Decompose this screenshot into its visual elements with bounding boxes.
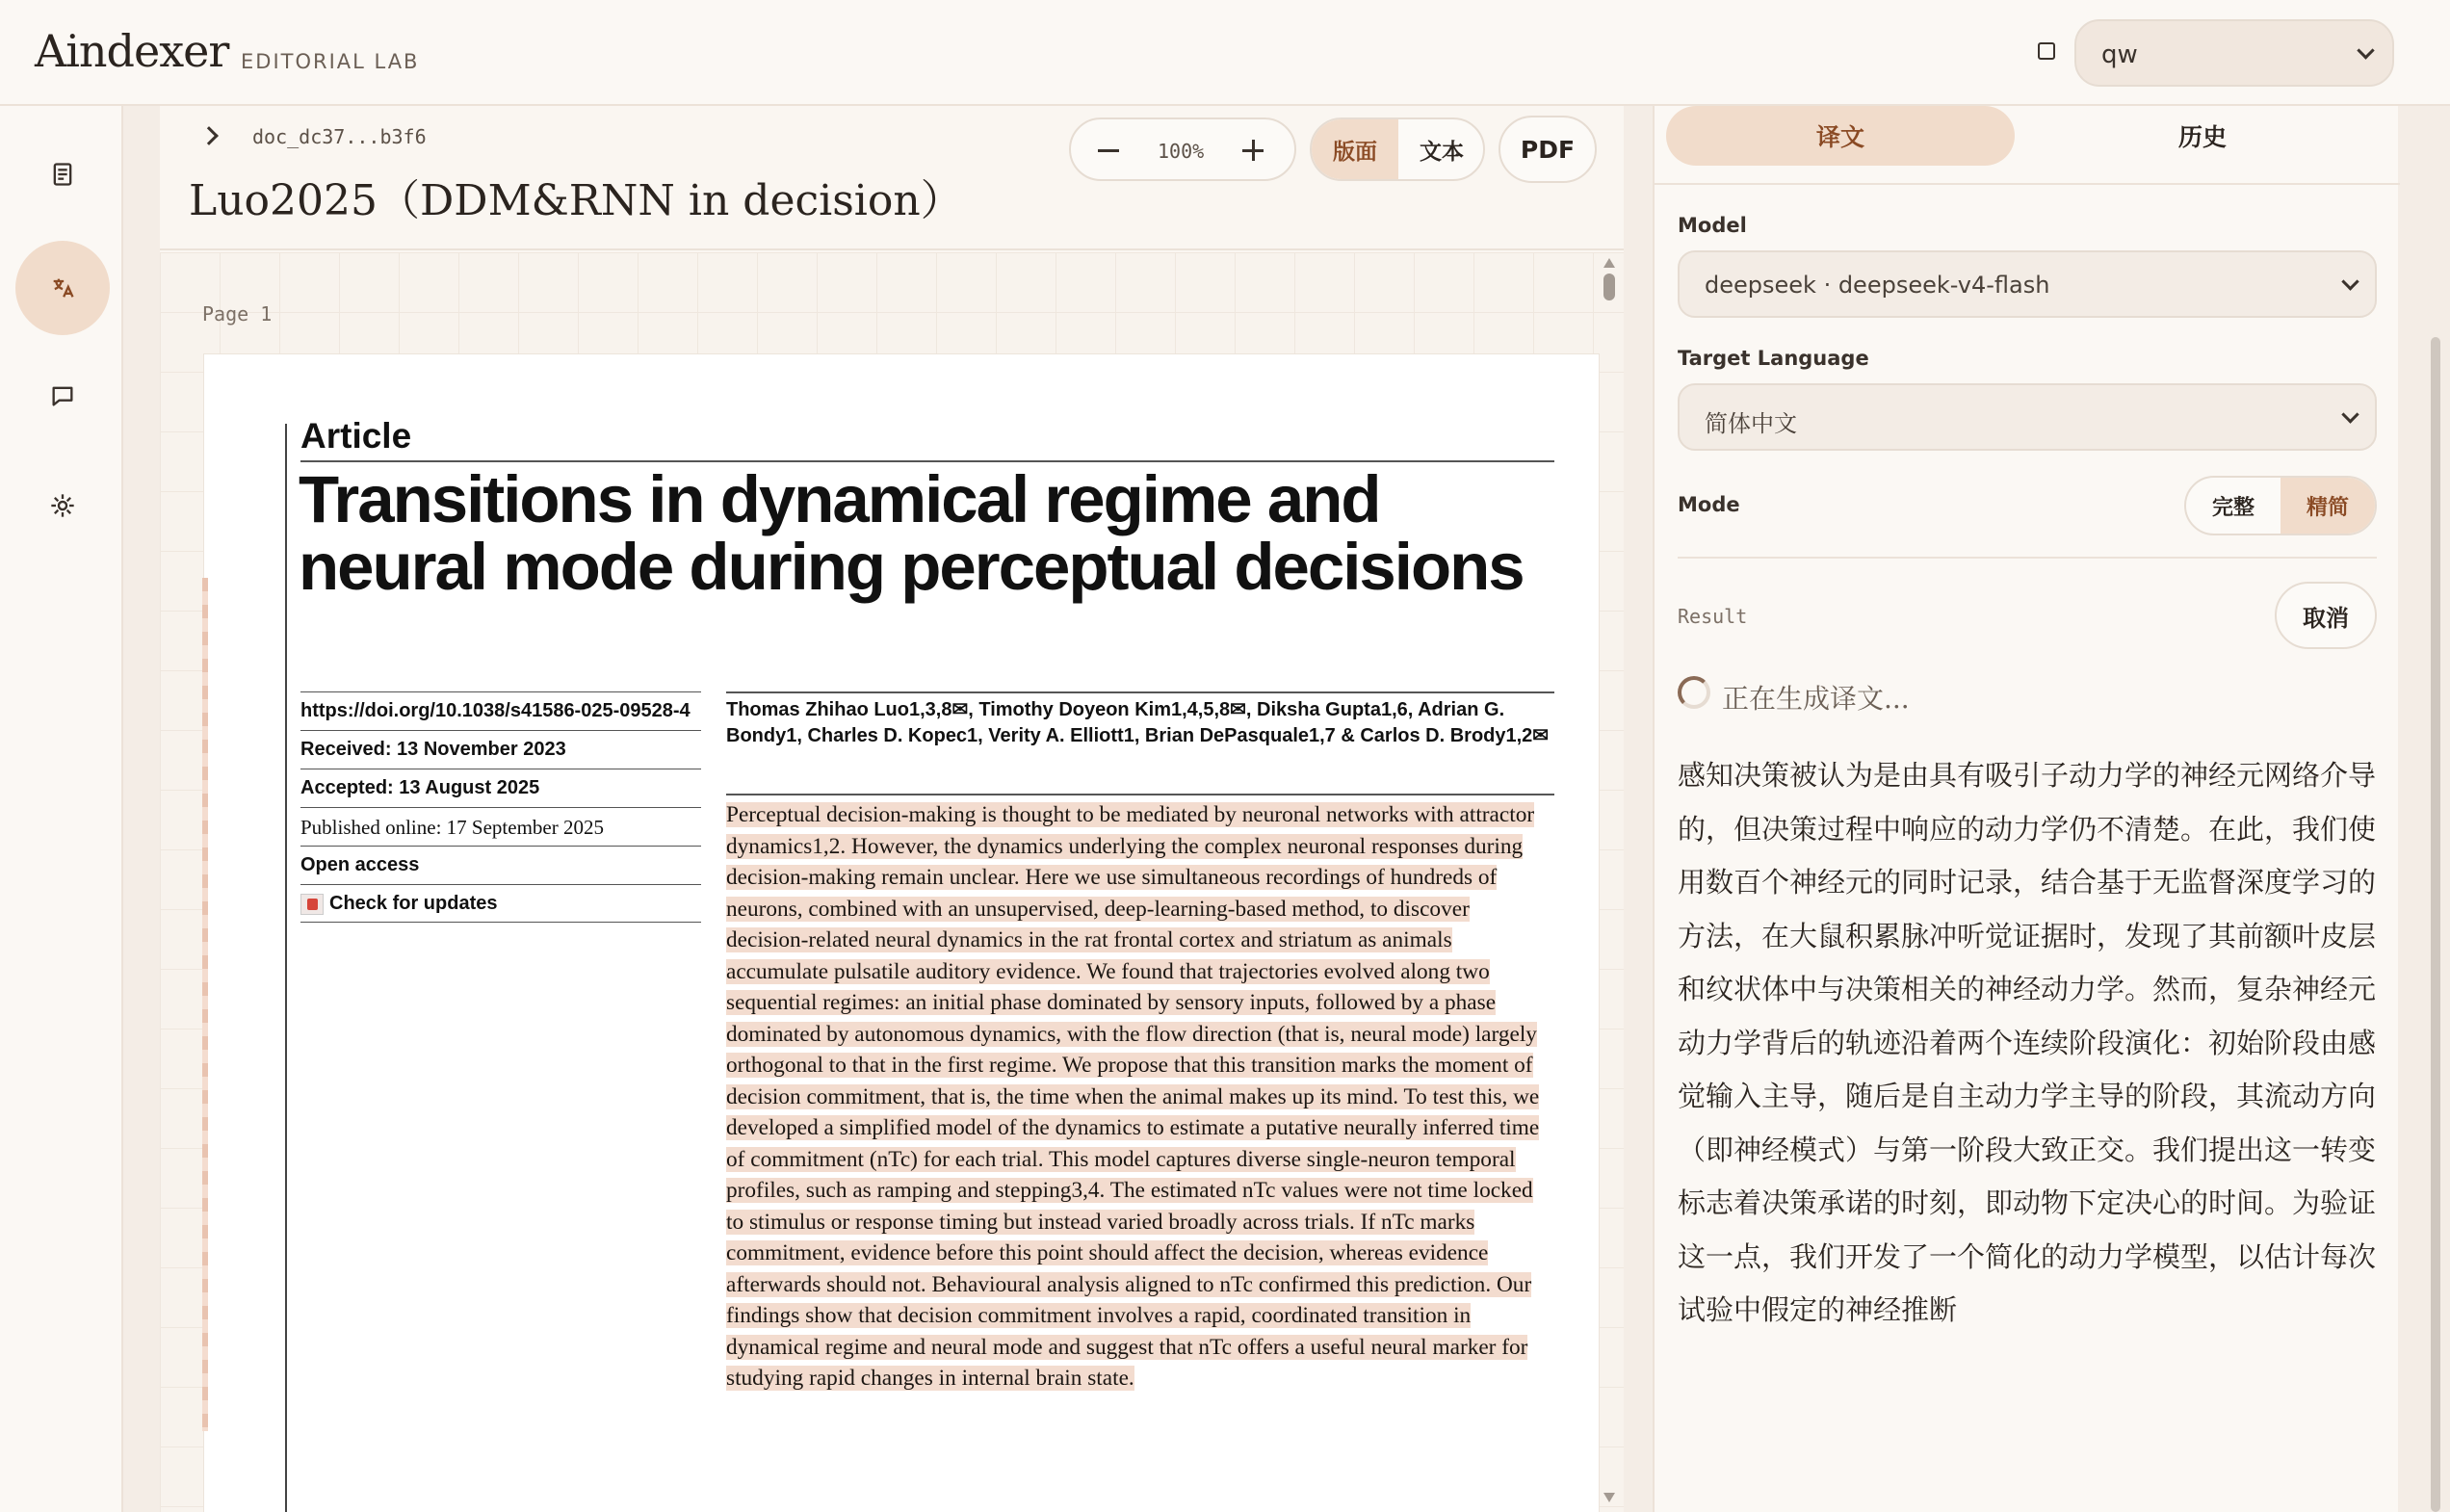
tab-history[interactable]: 历史 xyxy=(2177,123,2227,151)
chevron-down-icon xyxy=(2341,273,2359,290)
model-select-value: deepseek · deepseek-v4-flash xyxy=(1705,272,2050,299)
chevron-down-icon xyxy=(2341,405,2359,423)
mode-label: Mode xyxy=(1678,493,1740,516)
selection-marker xyxy=(202,578,208,1431)
loading-spinner-icon xyxy=(1678,676,1710,709)
left-rail xyxy=(0,106,123,1512)
document-header xyxy=(160,106,1624,250)
translate-icon xyxy=(49,274,76,301)
target-language-value: 简体中文 xyxy=(1705,410,1797,437)
received-date: Received: 13 November 2023 xyxy=(300,730,701,769)
document-icon xyxy=(49,161,76,188)
document-panel xyxy=(160,106,1624,1512)
pdf-page xyxy=(204,354,1599,1512)
model-label: Model xyxy=(1678,214,1747,237)
settings-icon xyxy=(49,492,76,519)
rail-translate-button[interactable] xyxy=(15,241,110,335)
article-title: Transitions in dynamical regime and neural mode during perceptual decisions xyxy=(299,462,1524,604)
zoom-out-button[interactable] xyxy=(1098,149,1119,152)
scroll-down-icon[interactable] xyxy=(1603,1493,1615,1502)
check-updates-icon xyxy=(300,894,324,915)
document-viewer[interactable] xyxy=(160,252,1624,1512)
article-metadata xyxy=(300,691,701,923)
rail-settings-button[interactable] xyxy=(15,458,110,553)
panel-tabs xyxy=(1655,106,2400,185)
pdf-button[interactable]: PDF xyxy=(1499,116,1597,183)
doi-link[interactable]: https://doi.org/10.1038/s41586-025-09528-4 xyxy=(300,691,701,730)
generation-status: 正在生成译文... xyxy=(1722,683,1910,715)
cancel-button[interactable]: 取消 xyxy=(2275,582,2377,649)
article-label: Article xyxy=(300,416,412,456)
brand-subtitle: EDITORIAL LAB xyxy=(241,50,420,73)
target-language-label: Target Language xyxy=(1678,347,1869,370)
rail-chat-button[interactable] xyxy=(15,349,110,443)
check-updates-label: Check for updates xyxy=(329,893,498,914)
tab-translation[interactable]: 译文 xyxy=(1666,106,2015,166)
mode-toggle xyxy=(2184,476,2377,535)
view-toggle xyxy=(1310,117,1485,181)
divider xyxy=(1678,557,2377,559)
document-scrollbar[interactable] xyxy=(1601,252,1620,1512)
view-layout-button[interactable]: 版面 xyxy=(1312,119,1398,179)
divider xyxy=(726,794,1554,795)
model-select[interactable] xyxy=(1678,250,2377,318)
divider xyxy=(726,691,1554,693)
profile-select[interactable] xyxy=(2074,19,2394,87)
rail-document-button[interactable] xyxy=(15,127,110,222)
translation-output: 感知决策被认为是由具有吸引子动力学的神经元网络介导的，但决策过程中响应的动力学仍不清楚。在此，我们使用数百个神经元的同时记录，结合基于无监督深度学习的方法，在大鼠积累脉冲听觉证据时，发现了其前额叶皮层和纹状体中与决策相关的神经动力学。然而，复杂神经元动力学背后的轨迹沿着两个连续阶段演化：初始阶段由感觉输入主导，随后是自主动力学主导的阶段，其流动方向（即神经模式）与第一阶段大致正交。我们提出这一转变标志着决策承诺的时刻，即动物下定决心的时间。为验证这一点，我们开发了一个简化的动力学模型，以估计每次试验中假定的神经推断 xyxy=(1678,759,2377,1326)
top-bar xyxy=(0,0,2450,106)
mode-full-button[interactable]: 完整 xyxy=(2211,495,2255,520)
open-access-label: Open access xyxy=(300,846,701,884)
chevron-down-icon xyxy=(2357,41,2374,59)
view-text-button[interactable]: 文本 xyxy=(1420,139,1464,165)
abstract-text: Perceptual decision-making is thought to be mediated by neuronal networks with attractor dynamics1,2. However, the dynamics underlying the complex neuronal responses during decision-making remain unclear. Here we use simultaneous recordings of hundreds of neurons, combined with an unsupervised, deep-learning-based method, to discover decision-related neural dynamics in the rat frontal cortex and striatum as animals accumulate pulsatile auditory evidence. We found that trajectories evolved along two sequential regimes: an initial phase dominated by sensory inputs, followed by a phase dominated by autonomous dynamics, with the flow direction (that is, neural mode) largely orthogonal to that in the first regime. We propose that this transition marks the moment of decision commitment, that is, the time when the animal makes up its mind. To test this, we developed a simplified model of the dynamics to estimate a putative neurally inferred time of commitment (nTc) for each trial. This model captures diverse single-neuron temporal profiles, such as ramping and stepping3,4. The estimated nTc values were not time locked to stimulus or response timing but instead varied broadly across trials. If nTc marks commitment, evidence before this point should affect the decision, whereas evidence afterwards should not. Behavioural analysis aligned to nTc confirmed this prediction. Our findings show that decision commitment involves a rapid, coordinated transition in dynamical regime and neural mode and suggest that nTc offers a useful neural marker for studying rapid changes in internal brain state. xyxy=(726,802,1540,1391)
profile-select-value: qw xyxy=(2101,40,2138,69)
chat-icon xyxy=(49,382,76,409)
brand-logo: Aindexer xyxy=(35,25,229,77)
panel-scrollbar[interactable] xyxy=(2431,337,2440,1512)
check-updates-link[interactable] xyxy=(300,884,701,923)
page-label: Page 1 xyxy=(202,302,273,326)
zoom-in-icon xyxy=(1252,140,1255,161)
result-label: Result xyxy=(1678,605,1748,628)
scroll-up-icon[interactable] xyxy=(1603,258,1615,268)
authors: Thomas Zhihao Luo1,3,8✉, Timothy Doyeon Kim1,4,5,8✉, Diksha Gupta1,6, Adrian G. Bondy1, Charles D. Kopec1, Verity A. Elliott1, Brian DePasquale1,7 & Carlos D. Brody1,2✉ xyxy=(726,699,1550,746)
abstract[interactable] xyxy=(726,799,1554,1395)
zoom-control xyxy=(1069,117,1296,181)
column-divider xyxy=(285,424,287,1512)
zoom-level: 100% xyxy=(1158,140,1205,163)
mode-concise-button[interactable]: 精简 xyxy=(2281,478,2375,534)
chevron-right-icon[interactable] xyxy=(199,126,219,145)
accepted-date: Accepted: 13 August 2025 xyxy=(300,769,701,807)
page-title: Luo2025（DDM&RNN in decision） xyxy=(189,176,963,225)
translation-panel xyxy=(1653,106,2398,1512)
published-date: Published online: 17 September 2025 xyxy=(300,807,701,846)
target-language-select[interactable] xyxy=(1678,383,2377,451)
scroll-thumb[interactable] xyxy=(1603,274,1615,300)
window-icon[interactable] xyxy=(2038,42,2055,60)
breadcrumb[interactable]: doc_dc37...b3f6 xyxy=(252,125,427,148)
